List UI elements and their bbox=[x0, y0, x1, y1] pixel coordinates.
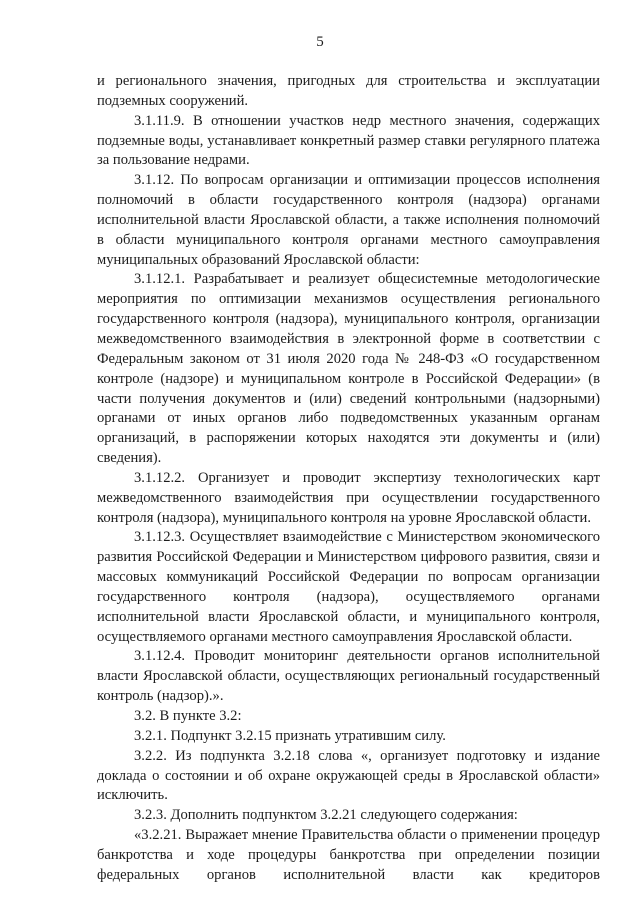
paragraph-3-1-12-4: 3.1.12.4. Проводит мониторинг деятельности органов исполнительной власти Ярославской области, осуществляющих региональный государственный контроль (надзор).». bbox=[97, 648, 600, 705]
paragraph-3-1-12-2: 3.1.12.2. Организует и проводит экспертизу технологических карт межведомственного взаимодействия при осуществлении государственного контроля (надзора), муниципального контроля на уровне Ярославской области. bbox=[97, 469, 600, 526]
paragraph-3-1-12: 3.1.12. По вопросам организации и оптимизации процессов исполнения полномочий в области государственного контроля (надзора) органами исполнительной власти Ярославской области, а также исполнения полномочий в области муниципального контроля органами местного самоуправления муниципальных образований Ярославской области: bbox=[97, 172, 600, 268]
paragraph-3-2-1: 3.2.1. Подпункт 3.2.15 признать утратившим силу. bbox=[134, 727, 446, 744]
paragraph-continuation: и регионального значения, пригодных для строительства и эксплуатации подземных сооружений. bbox=[97, 73, 600, 109]
paragraph-3-1-12-1: 3.1.12.1. Разрабатывает и реализует общесистемные методологические мероприятия по оптимизации механизмов осуществления регионального государственного контроля (надзора), муниципального контроля, организации межведомственного взаимодействия в электронной форме в соответствии с Федеральным законом от 31 июля 2020 года № 248-ФЗ «О государственном контроле (надзоре) и муниципальном контроле в Российской Федерации» (в части получения документов и (или) сведений контрольными (надзорными) органами от иных органов либо подведомственных указанным органам организаций, в распоряжении которых находятся эти документы и (или) сведения). bbox=[97, 271, 600, 467]
paragraph-3-2: 3.2. В пункте 3.2: bbox=[134, 708, 242, 724]
paragraph-3-2-2: 3.2.2. Из подпункта 3.2.18 слова «, организует подготовку и издание доклада о состоянии и об охране окружающей среды в Ярославской области» исключить. bbox=[97, 747, 600, 804]
paragraph-3-2-3: 3.2.3. Дополнить подпунктом 3.2.21 следующего содержания: bbox=[134, 807, 518, 824]
paragraph-3-1-12-3: 3.1.12.3. Осуществляет взаимодействие с Министерством экономического развития Российской Федерации и Министерством цифрового развития, связи и массовых коммуникаций Российской Федерации по вопросам организации государственного контроля (надзора), осуществляемого органами исполнительной власти Ярославской области, и муниципального контроля, осуществляемого органами местного самоуправления Ярославской области. bbox=[97, 529, 600, 645]
paragraph-3-2-21: «3.2.21. Выражает мнение Правительства области о применении процедур банкротства и ходе процедуры банкротства при определении позиции федеральных органов исполнительной власти как кредиторов bbox=[97, 827, 600, 883]
paragraph-3-1-11-9: 3.1.11.9. В отношении участков недр местного значения, содержащих подземные воды, устанавливает конкретный размер ставки регулярного платежа за пользование недрами. bbox=[97, 112, 600, 169]
page-number: 5 bbox=[316, 34, 324, 50]
document-body bbox=[97, 72, 600, 886]
